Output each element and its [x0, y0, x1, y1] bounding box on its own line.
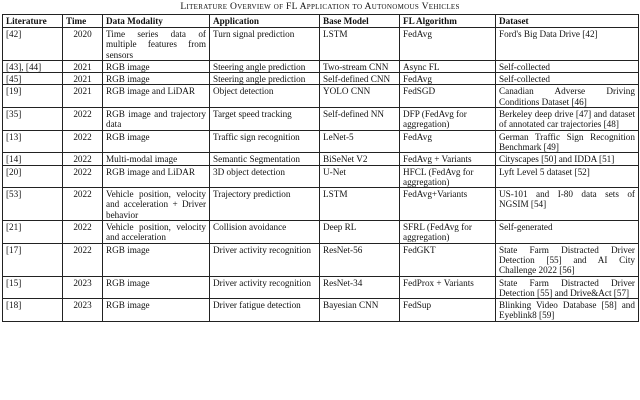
cell-fl-algorithm: SFRL (FedAvg for aggregation) — [400, 221, 496, 244]
cell-application: Steering angle prediction — [210, 60, 320, 72]
cell-base-model: LeNet-5 — [320, 130, 400, 153]
cell-dataset: Self-generated — [496, 221, 639, 244]
cell-data-modality: RGB image — [103, 130, 210, 153]
cell-dataset: Cityscapes [50] and IDDA [51] — [496, 153, 639, 165]
literature-table — [2, 14, 639, 322]
cell-time: 2022 — [63, 108, 103, 131]
cell-base-model: Deep RL — [320, 221, 400, 244]
table-row — [3, 243, 639, 276]
cell-data-modality: RGB image — [103, 276, 210, 299]
table-row — [3, 221, 639, 244]
cell-application: Collision avoidance — [210, 221, 320, 244]
cell-application: Driver fatigue detection — [210, 299, 320, 322]
header-base-model: Base Model — [320, 15, 400, 28]
cell-dataset: Self-collected — [496, 73, 639, 85]
cell-fl-algorithm: FedGKT — [400, 243, 496, 276]
cell-dataset: Lyft Level 5 dataset [52] — [496, 165, 639, 188]
cell-base-model: Two-stream CNN — [320, 60, 400, 72]
table-row — [3, 28, 639, 61]
cell-base-model: ResNet-34 — [320, 276, 400, 299]
cell-fl-algorithm: FedProx + Variants — [400, 276, 496, 299]
header-application: Application — [210, 15, 320, 28]
cell-data-modality: RGB image and LiDAR — [103, 165, 210, 188]
cell-application: Steering angle prediction — [210, 73, 320, 85]
table-row — [3, 188, 639, 221]
table-row — [3, 276, 639, 299]
table-row — [3, 299, 639, 322]
cell-dataset: Ford's Big Data Drive [42] — [496, 28, 639, 61]
cell-literature: [35] — [3, 108, 63, 131]
cell-literature: [42] — [3, 28, 63, 61]
cell-literature: [21] — [3, 221, 63, 244]
cell-data-modality: Multi-modal image — [103, 153, 210, 165]
cell-dataset: State Farm Distracted Driver Detection [55] and AI City Challenge 2022 [56] — [496, 243, 639, 276]
cell-fl-algorithm: FedSup — [400, 299, 496, 322]
cell-literature: [13] — [3, 130, 63, 153]
cell-fl-algorithm: FedSGD — [400, 85, 496, 108]
cell-literature: [14] — [3, 153, 63, 165]
cell-literature: [17] — [3, 243, 63, 276]
cell-data-modality: RGB image — [103, 73, 210, 85]
cell-data-modality: Vehicle position, velocity and acceleration — [103, 221, 210, 244]
cell-time: 2022 — [63, 221, 103, 244]
cell-time: 2023 — [63, 276, 103, 299]
cell-time: 2021 — [63, 60, 103, 72]
cell-base-model: LSTM — [320, 188, 400, 221]
cell-time: 2021 — [63, 73, 103, 85]
cell-base-model: U-Net — [320, 165, 400, 188]
cell-data-modality: Vehicle position, velocity and acceleration + Driver behavior — [103, 188, 210, 221]
cell-dataset: US-101 and I-80 data sets of NGSIM [54] — [496, 188, 639, 221]
header-data-modality: Data Modality — [103, 15, 210, 28]
cell-application: Turn signal prediction — [210, 28, 320, 61]
header-row — [3, 15, 639, 28]
cell-fl-algorithm: DFP (FedAvg for aggregation) — [400, 108, 496, 131]
table-row — [3, 108, 639, 131]
cell-fl-algorithm: FedAvg+Variants — [400, 188, 496, 221]
table-caption: Literature Overview of FL Application to Autonomous Vehicles — [180, 1, 460, 12]
table-row — [3, 60, 639, 72]
cell-application: Object detection — [210, 85, 320, 108]
cell-application: Trajectory prediction — [210, 188, 320, 221]
cell-dataset: Berkeley deep drive [47] and dataset of annotated car trajectories [48] — [496, 108, 639, 131]
cell-time: 2021 — [63, 85, 103, 108]
cell-data-modality: RGB image — [103, 60, 210, 72]
cell-application: 3D object detection — [210, 165, 320, 188]
cell-literature: [45] — [3, 73, 63, 85]
cell-literature: [20] — [3, 165, 63, 188]
cell-time: 2022 — [63, 165, 103, 188]
table-row — [3, 130, 639, 153]
table-row — [3, 165, 639, 188]
cell-base-model: ResNet-56 — [320, 243, 400, 276]
cell-literature: [15] — [3, 276, 63, 299]
cell-data-modality: RGB image and trajectory data — [103, 108, 210, 131]
cell-data-modality: Time series data of multiple features from sensors — [103, 28, 210, 61]
header-fl-algorithm: FL Algorithm — [400, 15, 496, 28]
cell-fl-algorithm: FedAvg — [400, 73, 496, 85]
cell-base-model: Self-defined CNN — [320, 73, 400, 85]
header-dataset: Dataset — [496, 15, 639, 28]
cell-base-model: BiSeNet V2 — [320, 153, 400, 165]
header-literature: Literature — [3, 15, 63, 28]
cell-time: 2022 — [63, 130, 103, 153]
cell-literature: [18] — [3, 299, 63, 322]
cell-fl-algorithm: FedAvg — [400, 130, 496, 153]
cell-fl-algorithm: HFCL (FedAvg for aggregation) — [400, 165, 496, 188]
cell-dataset: Canadian Adverse Driving Conditions Dataset [46] — [496, 85, 639, 108]
cell-application: Driver activity recognition — [210, 243, 320, 276]
table-row — [3, 85, 639, 108]
cell-application: Target speed tracking — [210, 108, 320, 131]
cell-base-model: Bayesian CNN — [320, 299, 400, 322]
cell-fl-algorithm: Async FL — [400, 60, 496, 72]
cell-base-model: Self-defined NN — [320, 108, 400, 131]
cell-dataset: Blinking Video Database [58] and Eyeblink8 [59] — [496, 299, 639, 322]
cell-application: Driver activity recognition — [210, 276, 320, 299]
cell-time: 2022 — [63, 153, 103, 165]
cell-application: Traffic sign recognition — [210, 130, 320, 153]
cell-base-model: LSTM — [320, 28, 400, 61]
cell-time: 2022 — [63, 243, 103, 276]
cell-literature: [43], [44] — [3, 60, 63, 72]
table-row — [3, 73, 639, 85]
cell-application: Semantic Segmentation — [210, 153, 320, 165]
cell-data-modality: RGB image — [103, 243, 210, 276]
cell-dataset: State Farm Distracted Driver Detection [55] and Drive&Act [57] — [496, 276, 639, 299]
cell-dataset: German Traffic Sign Recognition Benchmark [49] — [496, 130, 639, 153]
cell-data-modality: RGB image and LiDAR — [103, 85, 210, 108]
cell-time: 2023 — [63, 299, 103, 322]
header-time: Time — [63, 15, 103, 28]
cell-base-model: YOLO CNN — [320, 85, 400, 108]
cell-literature: [19] — [3, 85, 63, 108]
cell-fl-algorithm: FedAvg + Variants — [400, 153, 496, 165]
cell-fl-algorithm: FedAvg — [400, 28, 496, 61]
cell-time: 2022 — [63, 188, 103, 221]
cell-time: 2020 — [63, 28, 103, 61]
cell-data-modality: RGB image — [103, 299, 210, 322]
cell-dataset: Self-collected — [496, 60, 639, 72]
table-row — [3, 153, 639, 165]
cell-literature: [53] — [3, 188, 63, 221]
